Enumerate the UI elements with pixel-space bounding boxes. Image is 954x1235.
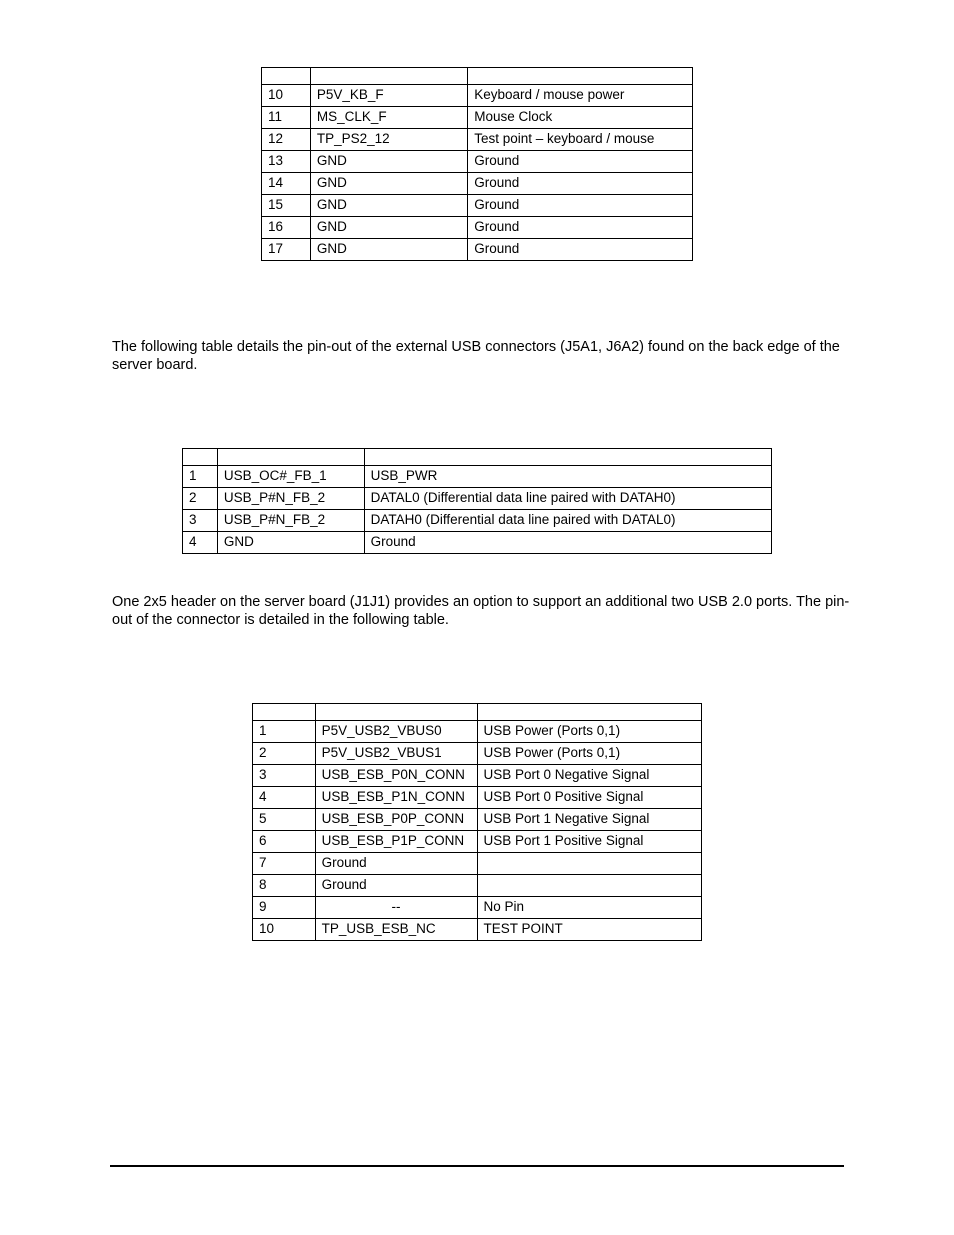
- table-row: 16 GND Ground: [262, 217, 693, 239]
- footer-divider: [110, 1165, 844, 1167]
- table-row: 10 P5V_KB_F Keyboard / mouse power: [262, 85, 693, 107]
- table-row: 6 USB_ESB_P1P_CONN USB Port 1 Positive Signal: [253, 831, 702, 853]
- table-row: 12 TP_PS2_12 Test point – keyboard / mouse: [262, 129, 693, 151]
- table-row: 1 P5V_USB2_VBUS0 USB Power (Ports 0,1): [253, 721, 702, 743]
- table-header-row: [262, 68, 693, 85]
- table-row: 2 USB_P#N_FB_2 DATAL0 (Differential data line paired with DATAH0): [183, 488, 772, 510]
- table-row: 5 USB_ESB_P0P_CONN USB Port 1 Negative Signal: [253, 809, 702, 831]
- table-header-row: [183, 449, 772, 466]
- table-row: 10 TP_USB_ESB_NC TEST POINT: [253, 919, 702, 941]
- table-row: 8 Ground: [253, 875, 702, 897]
- table-row: 4 USB_ESB_P1N_CONN USB Port 0 Positive Signal: [253, 787, 702, 809]
- table-row: 17 GND Ground: [262, 239, 693, 261]
- table-row: 2 P5V_USB2_VBUS1 USB Power (Ports 0,1): [253, 743, 702, 765]
- usb-external-pinout-table: [182, 448, 772, 554]
- usb-header-paragraph: One 2x5 header on the server board (J1J1) provides an option to support an additional two USB 2.0 ports. The pin-out of the connector is detailed in the following table.: [112, 594, 850, 628]
- table-row: 3 USB_P#N_FB_2 DATAH0 (Differential data line paired with DATAL0): [183, 510, 772, 532]
- table-row: 4 GND Ground: [183, 532, 772, 554]
- usb-external-paragraph: The following table details the pin-out of the external USB connectors (J5A1, J6A2) found on the back edge of the server board.: [112, 339, 840, 373]
- table-header-row: [253, 704, 702, 721]
- table-row: 15 GND Ground: [262, 195, 693, 217]
- table-row: 14 GND Ground: [262, 173, 693, 195]
- table-row: 1 USB_OC#_FB_1 USB_PWR: [183, 466, 772, 488]
- table-row: 11 MS_CLK_F Mouse Clock: [262, 107, 693, 129]
- ps2-pinout-table: [261, 67, 693, 261]
- table-row: 7 Ground: [253, 853, 702, 875]
- usb-header-pinout-table: [252, 703, 702, 941]
- table-row: 3 USB_ESB_P0N_CONN USB Port 0 Negative Signal: [253, 765, 702, 787]
- table-row: 13 GND Ground: [262, 151, 693, 173]
- table-row: 9 -- No Pin: [253, 897, 702, 919]
